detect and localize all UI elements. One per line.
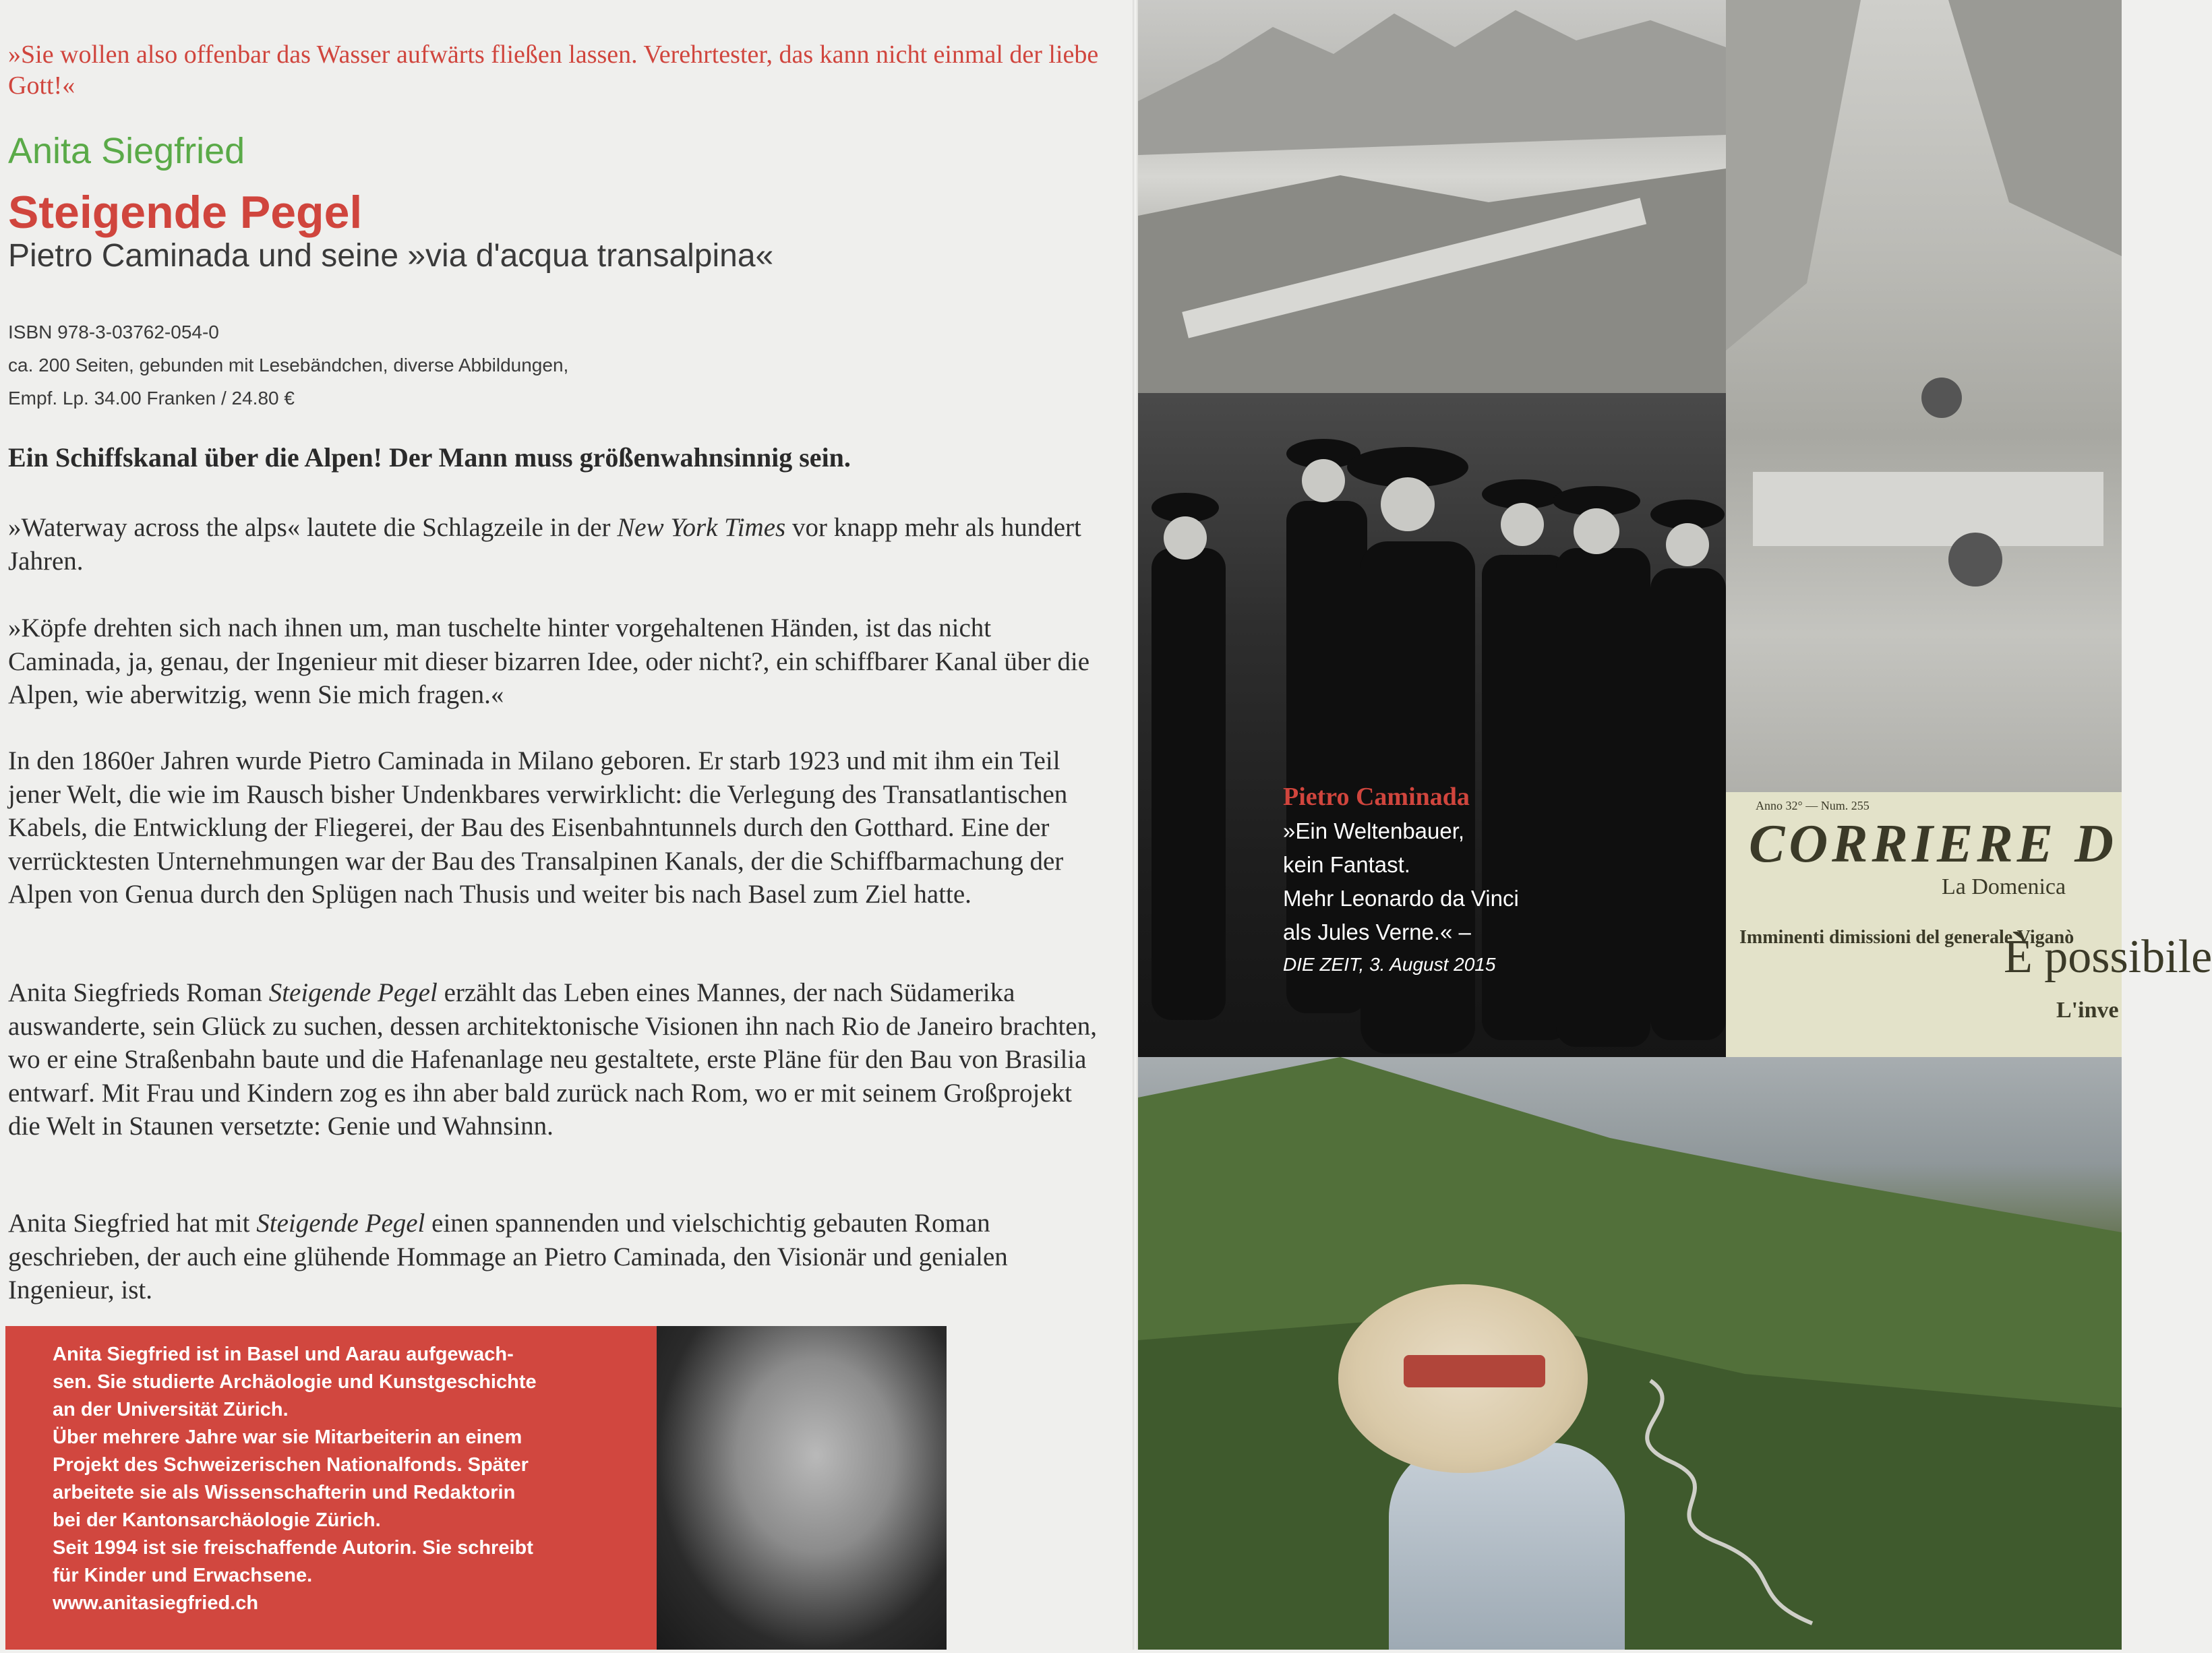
book-subtitle: Pietro Caminada und seine »via d'acqua transalpina« bbox=[8, 238, 774, 274]
book-title: Steigende Pegel bbox=[8, 187, 363, 238]
alpine-landscape-photo bbox=[1138, 1057, 2122, 1650]
caption-quote-line: kein Fantast. bbox=[1283, 852, 1410, 877]
author-website-link[interactable]: www.anitasiegfried.ch bbox=[53, 1592, 259, 1614]
p5-italic: Steigende Pegel bbox=[256, 1209, 425, 1238]
newspaper-dateline: Anno 32° — Num. 255 bbox=[1756, 799, 1870, 812]
p1-text: »Waterway across the alps« lautete die Schlagzeile in der bbox=[8, 513, 618, 542]
newspaper-headline: Imminenti dimissioni del generale Viganò bbox=[1739, 927, 2074, 948]
mountain-sketch-drawing bbox=[1138, 0, 1726, 393]
bio-line: bei der Kantonsarchäologie Zürich. bbox=[53, 1509, 381, 1531]
author-bio-text bbox=[53, 1341, 646, 1617]
intro-quote: »Sie wollen also offenbar das Wasser aufwärts fließen lassen. Verehrtester, das kann nicht einmal der liebe Gott!« bbox=[8, 40, 1099, 100]
bio-line: für Kinder und Erwachsene. bbox=[53, 1565, 313, 1586]
price: Empf. Lp. 34.00 Franken / 24.80 € bbox=[8, 388, 295, 409]
caption-quote-line: »Ein Weltenbauer, bbox=[1283, 818, 1465, 843]
canal-sketch-image bbox=[1138, 0, 1726, 393]
man-shirt bbox=[1389, 1443, 1625, 1650]
author-bio-box bbox=[5, 1326, 657, 1650]
paragraph-4 bbox=[8, 976, 1100, 1143]
caption-quote-line: als Jules Verne.« – bbox=[1283, 920, 1471, 944]
book-meta bbox=[8, 315, 568, 415]
mountain-pass-scene bbox=[1138, 1057, 2122, 1650]
caption-name: Pietro Caminada bbox=[1283, 783, 1470, 811]
isbn: ISBN 978-3-03762-054-0 bbox=[8, 322, 219, 342]
paragraph-3: In den 1860er Jahren wurde Pietro Caminada in Milano geboren. Er starb 1923 und mit ihm ein Teil jener Welt, die wie im Rausch bisher Undenkbares verwirklicht: die Verlegung des Transatlantischen Kabels, die Entwicklung der Fliegerei, der Bau des Eisenbahntunnels durch den Gotthard. Eine der verrücktesten Unternehmungen war der Bau des Transalpinen Kanals, der die Schiffbarmachung der Alpen von Genua durch den Splügen nach Thusis und weiter bis nach Basel zum Ziel hatte. bbox=[8, 746, 1068, 909]
p1-text-end: vor knapp mehr als hundert Jahren. bbox=[8, 513, 1081, 576]
bio-line: arbeitete sie als Wissenschafterin und Redaktorin bbox=[53, 1482, 516, 1503]
page-info: ca. 200 Seiten, gebunden mit Lesebändchen, diverse Abbildungen, bbox=[8, 355, 569, 375]
paragraph-5 bbox=[8, 1207, 1100, 1307]
paragraph-1 bbox=[8, 511, 1100, 578]
bio-line: Anita Siegfried ist in Basel und Aarau aufgewach- bbox=[53, 1344, 514, 1365]
newspaper-small-headline: L'inve bbox=[2056, 998, 2119, 1023]
hat-band bbox=[1404, 1355, 1545, 1387]
lead-sentence: Ein Schiffskanal über die Alpen! Der Mann muss größenwahnsinnig sein. bbox=[8, 442, 851, 473]
bio-line: Projekt des Schweizerischen Nationalfonds. Später bbox=[53, 1454, 529, 1476]
author-portrait bbox=[657, 1326, 947, 1650]
canal-locks-sketch-image bbox=[1726, 0, 2122, 792]
bio-line: Seit 1994 ist sie freischaffende Autorin. Sie schreibt bbox=[53, 1537, 533, 1559]
p4-text: Anita Siegfrieds Roman bbox=[8, 978, 269, 1007]
author-name: Anita Siegfried bbox=[8, 131, 245, 171]
bio-line: Über mehrere Jahre war sie Mitarbeiterin an einem bbox=[53, 1426, 522, 1448]
newspaper-subtitle: La Domenica bbox=[1942, 874, 2066, 899]
p4-italic: Steigende Pegel bbox=[268, 978, 438, 1007]
page-fold bbox=[1133, 0, 1138, 1650]
newspaper-masthead: CORRIERE D bbox=[1749, 814, 2118, 874]
paragraph-2: »Köpfe drehten sich nach ihnen um, man tuschelte hinter vorgehaltenen Händen, ist das nicht Caminada, ja, genau, der Ingenieur mit dieser bizarren Idee, oder nicht?, ein schiffbarer Kanal über die Alpen, wie aberwitzig, wenn Sie mich fragen.« bbox=[8, 613, 1090, 709]
locks-sketch-drawing bbox=[1726, 0, 2122, 792]
bio-line: an der Universität Zürich. bbox=[53, 1399, 289, 1420]
p4-text-end: erzählt das Leben eines Mannes, der nach Südamerika auswanderte, sein Glück zu suchen, dessen architektonische Visionen ihn nach Rio de Janeiro brachten, wo er eine Straßenbahn baute und die Hafenanlage neu gestaltete, erste Pläne für den Bau von Brasilia entwarf. Mit Frau und Kindern zog es ihn aber bald zurück nach Rom, wo er mit seinem Großprojekt die Welt in Staunen versetzte: Genie und Wahnsinn. bbox=[8, 978, 1097, 1141]
bio-line: sen. Sie studierte Archäologie und Kunstgeschichte bbox=[53, 1371, 537, 1393]
photo-caption bbox=[1283, 779, 1634, 980]
newspaper-clipping bbox=[1726, 792, 2212, 1057]
p5-text: Anita Siegfried hat mit bbox=[8, 1209, 257, 1238]
p1-italic: New York Times bbox=[617, 513, 786, 542]
newspaper-big-headline: È possibile bbox=[2004, 931, 2212, 983]
caption-source: DIE ZEIT, 3. August 2015 bbox=[1283, 954, 1496, 975]
p5-text-end: einen spannenden und vielschichtig gebauten Roman geschrieben, der auch eine glühende Hommage an Pietro Caminada, den Visionär und genialen Ingenieur, ist. bbox=[8, 1209, 1008, 1304]
caption-quote-line: Mehr Leonardo da Vinci bbox=[1283, 886, 1519, 911]
